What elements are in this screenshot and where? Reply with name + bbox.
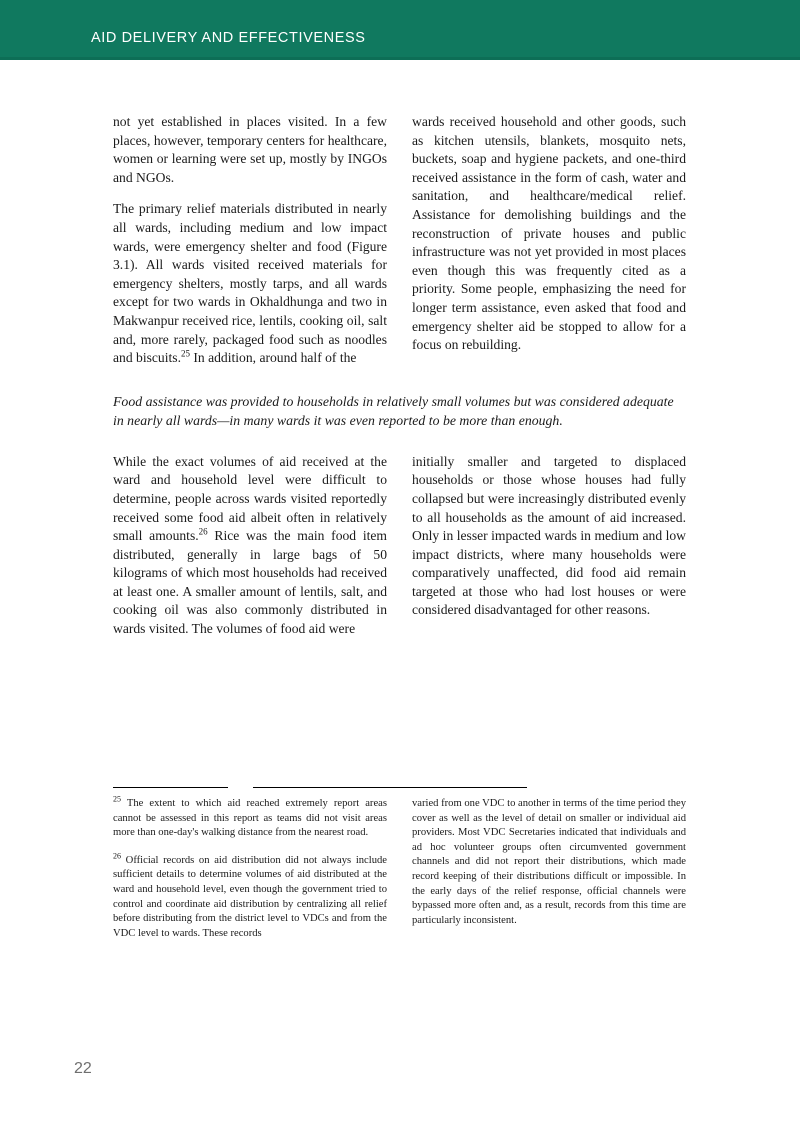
footnote-divider-right [253, 787, 527, 788]
paragraph-text: While the exact volumes of aid received at the ward and household level were difficult to determine, people across wards visited reportedly received some food aid albeit often in relatively small amounts. [113, 453, 387, 544]
bottom-two-column-block [113, 453, 686, 639]
footnote-item [113, 794, 387, 841]
bottom-right-column [412, 453, 686, 639]
page-header-band [0, 0, 800, 57]
top-two-column-block [113, 113, 686, 368]
header-divider [0, 57, 800, 60]
paragraph-tail: In addition, around half of the [189, 350, 357, 366]
footnote-text: The extent to which aid reached extremely report areas cannot be assessed in this report as teams did not visit areas more than one-day's walking distance from the nearest road. [113, 798, 387, 839]
footnote-marker: 25 [113, 794, 121, 804]
bottom-left-column [113, 453, 387, 639]
footnote-item [113, 851, 387, 942]
main-content [113, 113, 686, 639]
footnote-ref-26[interactable]: 26 [198, 526, 208, 537]
top-right-column [412, 113, 686, 368]
pull-quote: Food assistance was provided to households in relatively small volumes but was considered adequate in nearly all wards—in many wards it was even reported to be more than enough. [113, 393, 674, 429]
page-number: 22 [74, 1060, 92, 1077]
footnote-ref-25[interactable]: 25 [180, 348, 190, 359]
paragraph [113, 200, 387, 367]
paragraph-text: The primary relief materials distributed in nearly all wards, including medium and low impact wards, were emergency shelter and food (Figure 3.1). All wards visited received materials for emergency shelters, mostly tarps, and all wards except for two wards in Okhaldhunga and two in Makwanpur received rice, lentils, cooking oil, salt and, more rarely, packaged food such as noodles and biscuits. [113, 201, 387, 366]
paragraph [113, 453, 387, 639]
footnote-column-right [412, 797, 686, 941]
footnote-column-left [113, 794, 387, 941]
paragraph-tail: Rice was the main food item distributed, generally in large bags of 50 kilograms of which most households had received at least one. A smaller amount of lentils, salt, and cooking oil was also commonly distributed in wards visited. The volumes of food aid were [113, 528, 387, 637]
footnote-columns [113, 794, 686, 941]
paragraph: not yet established in places visited. In a few places, however, temporary centers for healthcare, women or learning were set up, mostly by INGOs and NGOs. [113, 114, 387, 185]
paragraph: initially smaller and targeted to displaced households or those whose houses had fully collapsed but were increasingly distributed evenly to all households as the amount of aid increased. Only in lesser impacted wards in medium and low impact districts, where many households were comparatively unaffected, did food aid remain targeted at those who had lost houses or were considered disadvantaged for other reasons. [412, 453, 686, 618]
paragraph: wards received household and other goods, such as kitchen utensils, blankets, mosquito nets, buckets, soap and hygiene packets, and one-third received assistance in the form of cash, water and sanitation, and healthcare/medical relief. Assistance for demolishing buildings and the reconstruction of private houses and public infrastructure was not yet provided in most places even though this was frequently cited as a priority. Some people, emphasizing the need for longer term assistance, even asked that food and emergency shelter aid be stopped to allow for a focus on rebuilding. [412, 114, 686, 353]
footnote-divider-left [113, 787, 228, 788]
footnote-rules [113, 787, 686, 788]
top-left-column [113, 113, 387, 368]
footnote-text: varied from one VDC to another in terms of the time period they cover as well as the level of detail on smaller or individual aid providers. Most VDC Secretaries indicated that individuals and ad hoc volunteer groups often circumvented government channels and did not report their distributions, which made record keeping of their distributions difficult or impossible. In the early days of the relief response, official channels were bypassed more often and, as a result, records from this time are particularly inconsistent. [412, 798, 686, 926]
page-header-title: AID DELIVERY AND EFFECTIVENESS [91, 30, 366, 46]
footnote-marker: 26 [113, 851, 121, 861]
footnotes-section [113, 787, 686, 941]
footnote-item [412, 797, 686, 928]
footnote-text: Official records on aid distribution did not always include sufficient details to determine volumes of aid distributed at the ward and household level, even though the government tried to control and coordinate aid distribution by centralizing all relief before distributing from the district level to VDCs and from the VDC level to wards. These records [113, 854, 387, 939]
